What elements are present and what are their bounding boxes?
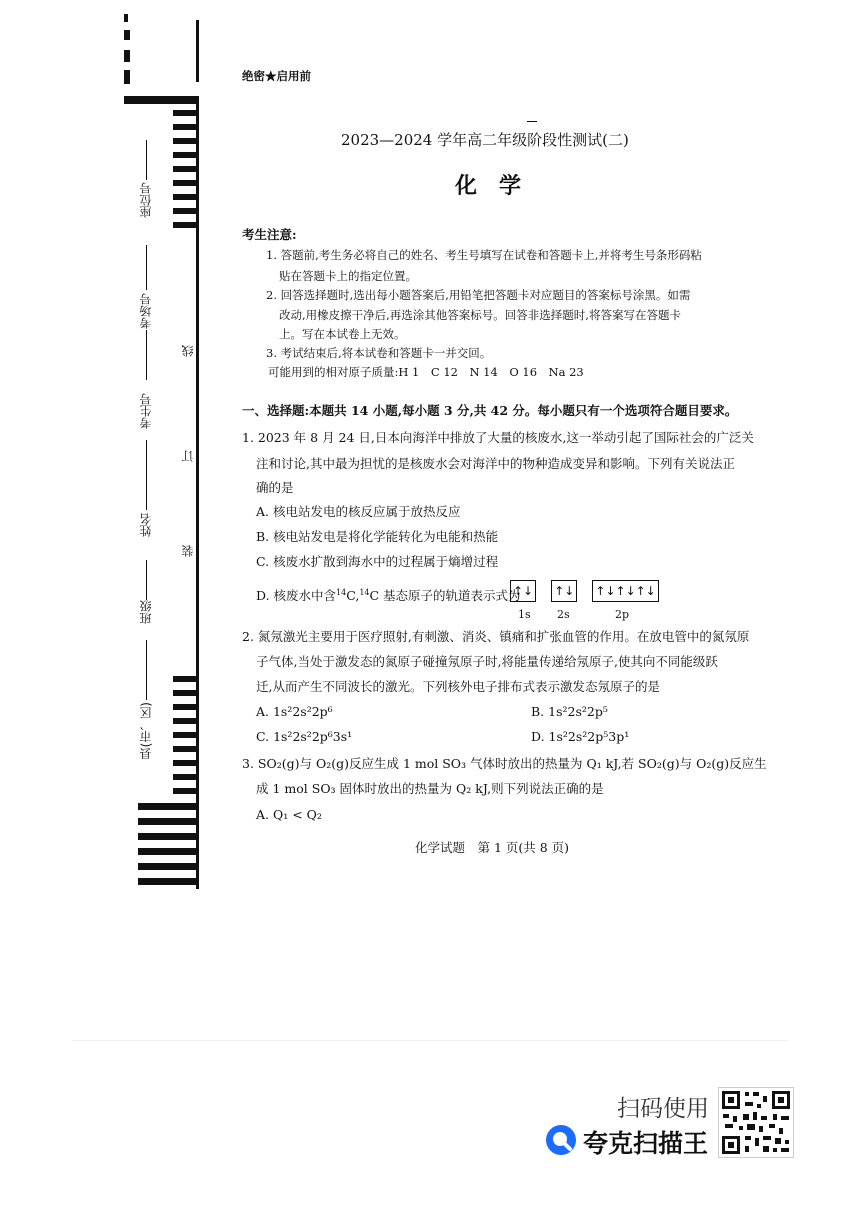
- q1-option-a: A. 核电站发电的核反应属于放热反应: [256, 504, 461, 519]
- orbital-1s: ↑↓: [510, 580, 536, 602]
- q1-d-suffix: C 基态原子的轨道表示式为: [369, 588, 521, 604]
- orbital-diagram: [510, 580, 659, 602]
- q2-option-c: C. 1s²2s²2p⁶3s¹: [256, 729, 353, 744]
- secret-mark: 绝密★启用前: [242, 69, 311, 83]
- notice-line-1: 1. 答题前,考生务必将自己的姓名、考生号填写在试卷和答题卡上,并将考生号条形码粘: [266, 248, 702, 262]
- student-id-label: 考生号: [139, 393, 153, 429]
- q1-d-prefix: D. 核废水中含: [256, 588, 337, 604]
- orbital-label-2p: 2p: [615, 608, 630, 621]
- quark-logo-icon: [545, 1124, 577, 1156]
- q1-option-b: B. 核电站发电是将化学能转化为电能和热能: [256, 529, 499, 544]
- subject-title: 化学: [455, 173, 544, 199]
- page-footer: 化学试题 第 1 页(共 8 页): [415, 840, 570, 855]
- qr-code-icon[interactable]: [718, 1087, 794, 1158]
- name-label: 姓名: [139, 513, 153, 537]
- room-label: 考场号: [139, 293, 153, 329]
- notice-line-2: 贴在答题卡上的指定位置。: [279, 269, 417, 283]
- q2-option-d: D. 1s²2s²2p⁵3p¹: [531, 729, 630, 744]
- seat-label: 座位号: [139, 182, 153, 218]
- q1-option-d: [256, 585, 521, 604]
- notice-line-6: 3. 考试结束后,将本试卷和答题卡一并交回。: [266, 346, 492, 360]
- q2-stem-1: 2. 氮氖激光主要用于医疗照射,有刺激、消炎、镇痛和扩张血管的作用。在放电管中的氮氖原: [242, 629, 750, 644]
- county-label: 县(市、区): [139, 702, 153, 760]
- q1-option-c: C. 核废水扩散到海水中的过程属于熵增过程: [256, 554, 499, 569]
- q3-stem-2: 成 1 mol SO₃ 固体时放出的热量为 Q₂ kJ,则下列说法正确的是: [256, 781, 604, 796]
- orbital-2p: ↑↓↑↓↑↓: [592, 580, 658, 602]
- q2-option-b: B. 1s²2s²2p⁵: [531, 704, 608, 719]
- q1-d-mid: C,: [346, 588, 360, 604]
- orbital-2s: ↑↓: [551, 580, 577, 602]
- q1-stem-3: 确的是: [256, 480, 294, 495]
- q2-stem-2: 子气体,当处于激发态的氮原子碰撞氖原子时,将能量传递给氖原子,使其向不同能级跃: [256, 654, 718, 669]
- q1-stem-1: 1. 2023 年 8 月 24 日,日本向海洋中排放了大量的核废水,这一举动引起了国际社会的广泛关: [242, 430, 754, 445]
- q3-stem-1: 3. SO₂(g)与 O₂(g)反应生成 1 mol SO₃ 气体时放出的热量为 Q₁ kJ,若 SO₂(g)与 O₂(g)反应生: [242, 756, 767, 771]
- section-heading: 一、选择题:本题共 14 小题,每小题 3 分,共 42 分。每小题只有一个选项符合题目要求。: [242, 403, 738, 418]
- class-label: 班级: [139, 600, 153, 624]
- binding-xian: 线: [181, 345, 195, 357]
- notice-line-5: 上。写在本试卷上无效。: [279, 327, 406, 341]
- q1-d-isotope-2: 14: [359, 588, 370, 597]
- q3-option-a: A. Q₁ < Q₂: [256, 807, 322, 822]
- q2-option-a: A. 1s²2s²2p⁶: [256, 704, 333, 719]
- brand-name: 夸克扫描王: [583, 1129, 709, 1158]
- orbital-label-1s: 1s: [518, 608, 531, 621]
- atomic-mass-line: 可能用到的相对原子质量:H 1 C 12 N 14 O 16 Na 23: [268, 365, 584, 379]
- divider: [72, 1040, 788, 1041]
- orbital-label-2s: 2s: [557, 608, 570, 621]
- binding-zhuang: 装: [181, 545, 195, 557]
- binding-ding: 订: [181, 450, 195, 462]
- exam-title: 2023—2024 学年高二年级阶段性测试(二): [341, 131, 629, 149]
- scan-to-use-text: 扫码使用: [617, 1096, 709, 1122]
- notice-heading: 考生注意:: [242, 227, 297, 242]
- notice-line-4: 改动,用橡皮擦干净后,再选涂其他答案标号。回答非选择题时,将答案写在答题卡: [279, 308, 681, 322]
- q1-d-isotope-1: 14: [336, 588, 347, 597]
- notice-line-3: 2. 回答选择题时,选出每小题答案后,用铅笔把答题卡对应题目的答案标号涂黑。如需: [266, 288, 691, 302]
- q2-stem-3: 迁,从而产生不同波长的激光。下列核外电子排布式表示激发态氖原子的是: [256, 679, 660, 694]
- q1-stem-2: 注和讨论,其中最为担忧的是核废水会对海洋中的物种造成变异和影响。下列有关说法正: [256, 456, 735, 471]
